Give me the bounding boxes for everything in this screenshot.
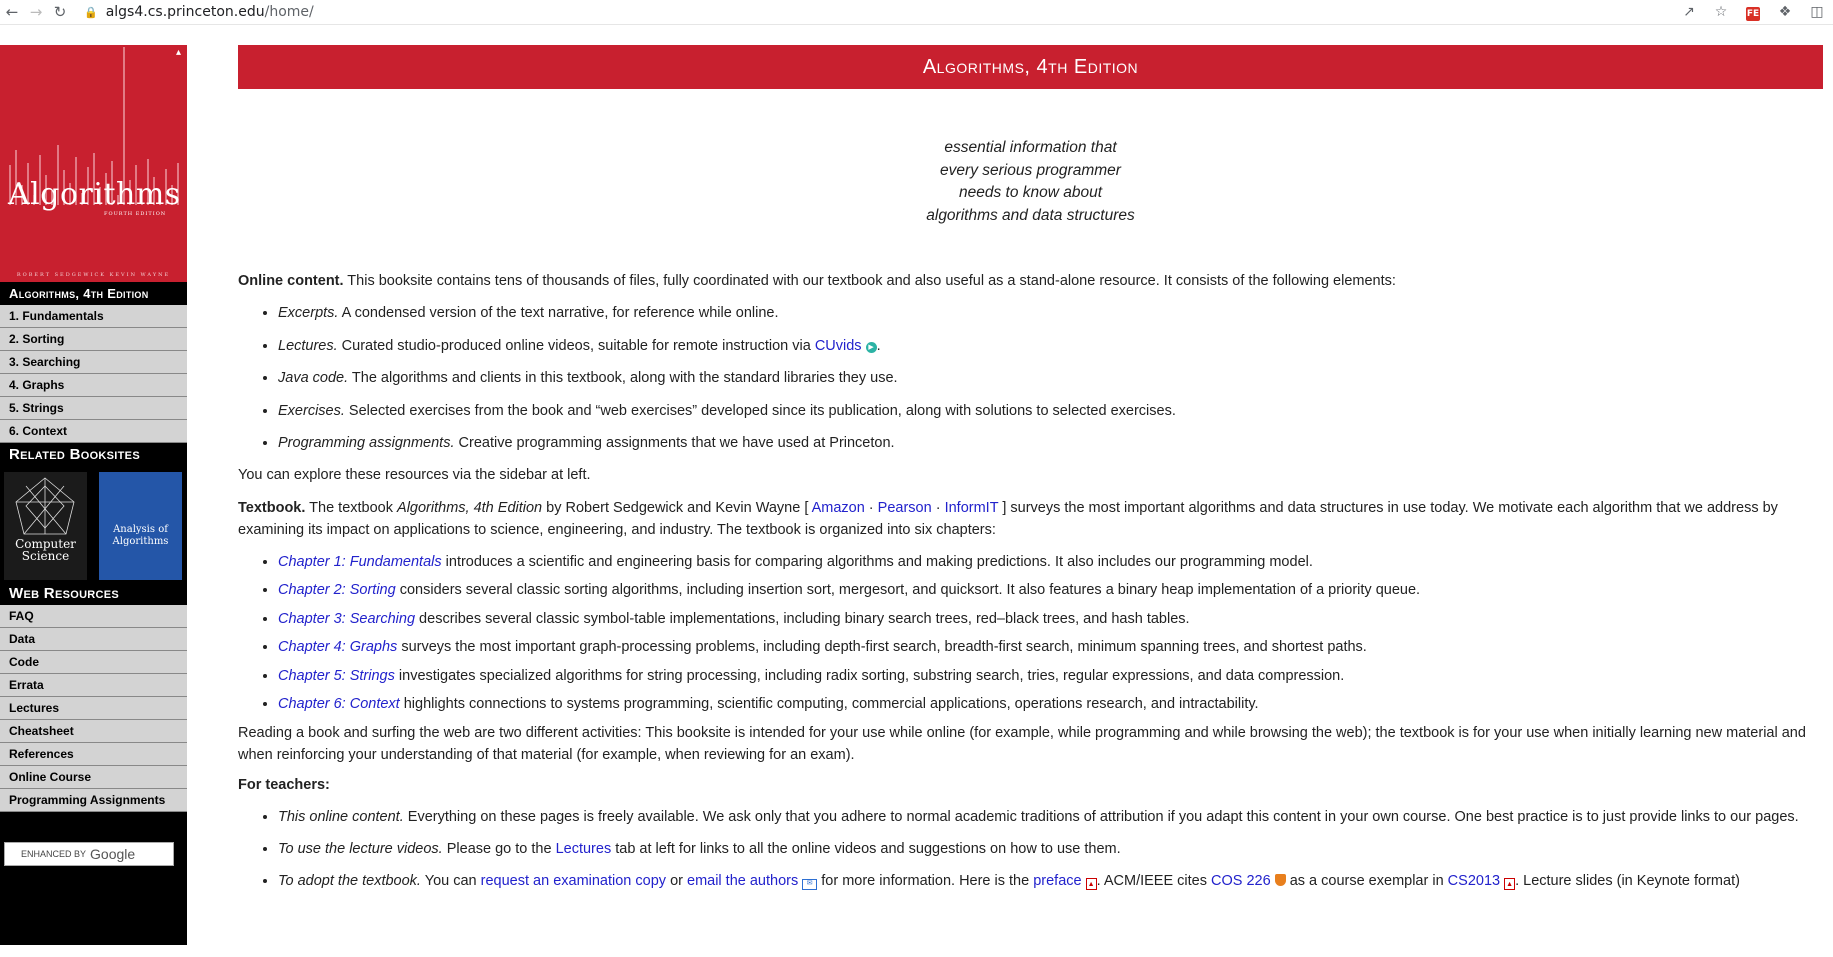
- list-item: [278, 335, 1823, 357]
- sidebar-item-online-course[interactable]: Online Course: [0, 766, 187, 789]
- item-term: Programming assignments.: [278, 435, 455, 451]
- cover-title: Algorithms: [8, 177, 181, 212]
- book-computer-science[interactable]: [4, 472, 87, 580]
- list-item: [278, 806, 1823, 828]
- page-title-banner: Algorithms, 4th Edition: [238, 45, 1823, 89]
- explore-paragraph: You can explore these resources via the sidebar at left.: [238, 466, 591, 483]
- item-text: or: [666, 872, 687, 889]
- list-item: [278, 636, 1823, 658]
- item-text: You can: [420, 872, 481, 889]
- pearson-link[interactable]: Pearson: [877, 499, 932, 516]
- browser-toolbar: [0, 0, 1833, 25]
- url-host: algs4.cs.princeton.edu: [105, 4, 265, 20]
- informit-link[interactable]: InformIT: [944, 499, 999, 516]
- online-content-text: This booksite contains tens of thousands of files, fully coordinated with our textbook and also useful as a stand-alone resource. It consists of the following elements:: [343, 273, 1396, 289]
- reload-icon[interactable]: ↻: [53, 3, 67, 21]
- chapter-text: investigates specialized algorithms for string processing, including radix sorting, substring search, tries, regular expressions, and data compression.: [394, 667, 1345, 684]
- cover-authors: ROBERT SEDGEWICK KEVIN WAYNE: [16, 272, 171, 278]
- item-term: To use the lecture videos.: [278, 840, 443, 857]
- chapter-3-link[interactable]: Chapter 3: Searching: [278, 610, 416, 627]
- item-text: Creative programming assignments that we have used at Princeton.: [454, 435, 895, 451]
- sidebar-item-strings[interactable]: 5. Strings: [0, 397, 187, 420]
- book-cover[interactable]: [0, 45, 187, 282]
- url-path: /home/: [264, 4, 314, 20]
- cs-cover-graphic: [4, 472, 87, 580]
- back-icon[interactable]: ←: [5, 3, 19, 21]
- tagline-line: algorithms and data structures: [926, 206, 1135, 224]
- cuvids-icon[interactable]: ▶: [866, 342, 877, 353]
- cover-bars-graphic: [0, 45, 187, 282]
- tagline-line: every serious programmer: [940, 161, 1121, 179]
- sidebar: [0, 45, 187, 945]
- chapter-2-link[interactable]: Chapter 2: Sorting: [278, 582, 396, 598]
- list-item: [278, 608, 1823, 630]
- link-separator: ·: [931, 499, 945, 516]
- item-text: A condensed version of the text narrative, for reference while online.: [338, 305, 779, 321]
- sidebar-item-lectures[interactable]: Lectures: [0, 697, 187, 720]
- book-cs-title: Computer Science: [15, 537, 76, 563]
- sidebar-heading-book: Algorithms, 4th Edition: [0, 282, 187, 305]
- item-text: tab at left for links to all the online videos and suggestions on how to use them.: [611, 840, 1121, 857]
- tagline-line: needs to know about: [958, 184, 1103, 201]
- list-item: [278, 665, 1823, 687]
- textbook-text: by Robert Sedgewick and Kevin Wayne [: [542, 499, 812, 516]
- sidebar-item-searching[interactable]: 3. Searching: [0, 351, 187, 374]
- list-item: [278, 432, 1823, 454]
- sidebar-item-fundamentals[interactable]: 1. Fundamentals: [0, 305, 187, 328]
- item-term: To adopt the textbook.: [278, 872, 421, 889]
- item-text: . ACM/IEEE cites: [1096, 872, 1212, 889]
- chapter-1-link[interactable]: Chapter 1: Fundamentals: [278, 553, 442, 570]
- textbook-title: Algorithms, 4th Edition: [397, 499, 543, 516]
- textbook-paragraph: [238, 497, 1823, 541]
- list-item: [278, 838, 1823, 860]
- book-aa-title: Analysis of Algorithms: [112, 524, 169, 547]
- sidebar-heading-related: Related Booksites: [0, 443, 187, 466]
- chapters-list: [238, 551, 1823, 716]
- sidebar-search-area: [0, 812, 187, 876]
- textbook-text: The textbook: [305, 499, 398, 516]
- link-separator: ·: [864, 499, 878, 516]
- sidebar-item-errata[interactable]: Errata: [0, 674, 187, 697]
- sidebar-item-data[interactable]: Data: [0, 628, 187, 651]
- item-term: Java code.: [278, 370, 349, 386]
- pdf-icon[interactable]: ▲: [1504, 878, 1515, 890]
- list-item: [278, 302, 1823, 324]
- google-search-input[interactable]: [4, 842, 174, 866]
- sidebar-item-code[interactable]: Code: [0, 651, 187, 674]
- main-content: [238, 45, 1823, 902]
- tagline: [238, 137, 1823, 227]
- teachers-heading: For teachers:: [238, 776, 330, 793]
- chapter-6-link[interactable]: Chapter 6: Context: [278, 696, 400, 712]
- forward-icon[interactable]: →: [29, 3, 43, 21]
- teachers-list: [238, 806, 1823, 892]
- lectures-link[interactable]: Lectures: [555, 840, 612, 857]
- list-item: [278, 579, 1823, 601]
- cuvids-link[interactable]: CUvids: [814, 337, 862, 354]
- chapter-4-link[interactable]: Chapter 4: Graphs: [278, 639, 398, 655]
- textbook-text: ] surveys the most important algorithms and data structures in use today. We motivate each algorithm that we address by examining its impact on applications to science, engineering, and industry. The textbook is organized into six chapters:: [238, 499, 1778, 538]
- cs2013-link[interactable]: CS2013: [1447, 872, 1501, 889]
- search-enhanced-label: ENHANCED BY: [21, 849, 87, 859]
- list-item: [278, 870, 1823, 892]
- list-item: [278, 367, 1823, 389]
- item-text: for more information. Here is the: [817, 872, 1034, 889]
- item-term: Exercises.: [278, 402, 345, 419]
- list-item: [278, 693, 1823, 715]
- lock-icon[interactable]: 🔒: [84, 5, 98, 19]
- sidebar-heading-web: Web Resources: [0, 582, 187, 605]
- mail-icon[interactable]: ✉: [802, 879, 817, 890]
- chapter-text: describes several classic symbol-table implementations, including binary search trees, red–black trees, and hash tables.: [415, 610, 1190, 627]
- princeton-shield-icon: [1275, 874, 1286, 886]
- search-brand-label: Google: [90, 846, 136, 862]
- chapter-text: introduces a scientific and engineering basis for comparing algorithms and making predictions. It also includes our programming model.: [441, 553, 1313, 570]
- puzzle-icon[interactable]: ❖: [1778, 4, 1792, 20]
- item-text: Everything on these pages is freely available. We ask only that you adhere to normal academic traditions of attribution if you adapt this content in your own course. One best practice is to just provide links to our pages.: [403, 808, 1799, 825]
- cover-corner-icon: ▴: [175, 47, 181, 58]
- item-text: The algorithms and clients in this textbook, along with the standard libraries they use.: [348, 370, 898, 386]
- email-authors-link[interactable]: email the authors: [687, 872, 799, 889]
- item-text: Please go to the: [442, 840, 556, 857]
- chapter-5-link[interactable]: Chapter 5: Strings: [278, 667, 395, 684]
- item-text: Selected exercises from the book and “web exercises” developed since its publication, along with solutions to selected exercises.: [344, 402, 1176, 419]
- pdf-icon[interactable]: ▲: [1086, 878, 1097, 890]
- sidebar-item-references[interactable]: References: [0, 743, 187, 766]
- sidebar-chapter-list: [0, 305, 187, 443]
- cos226-link[interactable]: COS 226: [1211, 872, 1271, 889]
- sidebar-item-cheatsheet[interactable]: Cheatsheet: [0, 720, 187, 743]
- online-content-label: Online content.: [238, 273, 344, 289]
- tagline-line: essential information that: [944, 139, 1117, 156]
- star-icon[interactable]: ☆: [1714, 4, 1728, 20]
- textbook-label: Textbook.: [238, 499, 306, 516]
- book-analysis-of-algorithms[interactable]: [99, 472, 182, 580]
- preface-link[interactable]: preface: [1033, 872, 1082, 889]
- online-elements-list: [238, 302, 1823, 454]
- sidebar-item-faq[interactable]: FAQ: [0, 605, 187, 628]
- sidebar-item-programming-assignments[interactable]: Programming Assignments: [0, 789, 187, 812]
- item-text: . Lecture slides (in Keynote format): [1515, 872, 1740, 889]
- sidebar-item-context[interactable]: 6. Context: [0, 420, 187, 443]
- sidepanel-icon[interactable]: ◫: [1810, 4, 1824, 20]
- pdf-extension-icon[interactable]: [1737, 4, 1769, 21]
- sidebar-item-graphs[interactable]: 4. Graphs: [0, 374, 187, 397]
- chapter-text: considers several classic sorting algorithms, including insertion sort, mergesort, and quicksort. It also features a binary heap implementation of a priority queue.: [395, 582, 1421, 598]
- item-text: as a course exemplar in: [1285, 872, 1448, 889]
- related-booksites: [0, 466, 187, 582]
- item-text: Curated studio-produced online videos, suitable for remote instruction via: [337, 337, 815, 354]
- cover-edition: FOURTH EDITION: [104, 211, 167, 217]
- exam-copy-link[interactable]: request an examination copy: [480, 872, 667, 889]
- item-term: Lectures.: [278, 337, 338, 354]
- amazon-link[interactable]: Amazon: [811, 499, 865, 516]
- item-after: .: [876, 337, 881, 354]
- online-content-paragraph: [238, 270, 1823, 292]
- list-item: [278, 400, 1823, 422]
- chapter-text: surveys the most important graph-processing problems, including depth-first search, breadth-first search, minimum spanning trees, and shortest paths.: [397, 639, 1367, 655]
- address-bar[interactable]: [106, 4, 314, 20]
- item-term: This online content.: [278, 808, 404, 825]
- share-icon[interactable]: ↗: [1683, 4, 1695, 20]
- reading-paragraph: Reading a book and surfing the web are two different activities: This booksite is intended for your use while online (for example, while programming and while browsing the web); the textbook is for your use when initially learning new material and when reinforcing your understanding of that material (for example, when reviewing for an exam).: [238, 724, 1806, 763]
- pdf-extension-label: FE: [1746, 8, 1760, 19]
- item-term: Excerpts.: [278, 305, 339, 321]
- list-item: [278, 551, 1823, 573]
- chapter-text: highlights connections to systems programming, scientific computing, commercial applications, operations research, and intractability.: [399, 696, 1259, 712]
- sidebar-item-sorting[interactable]: 2. Sorting: [0, 328, 187, 351]
- sidebar-resource-list: [0, 605, 187, 812]
